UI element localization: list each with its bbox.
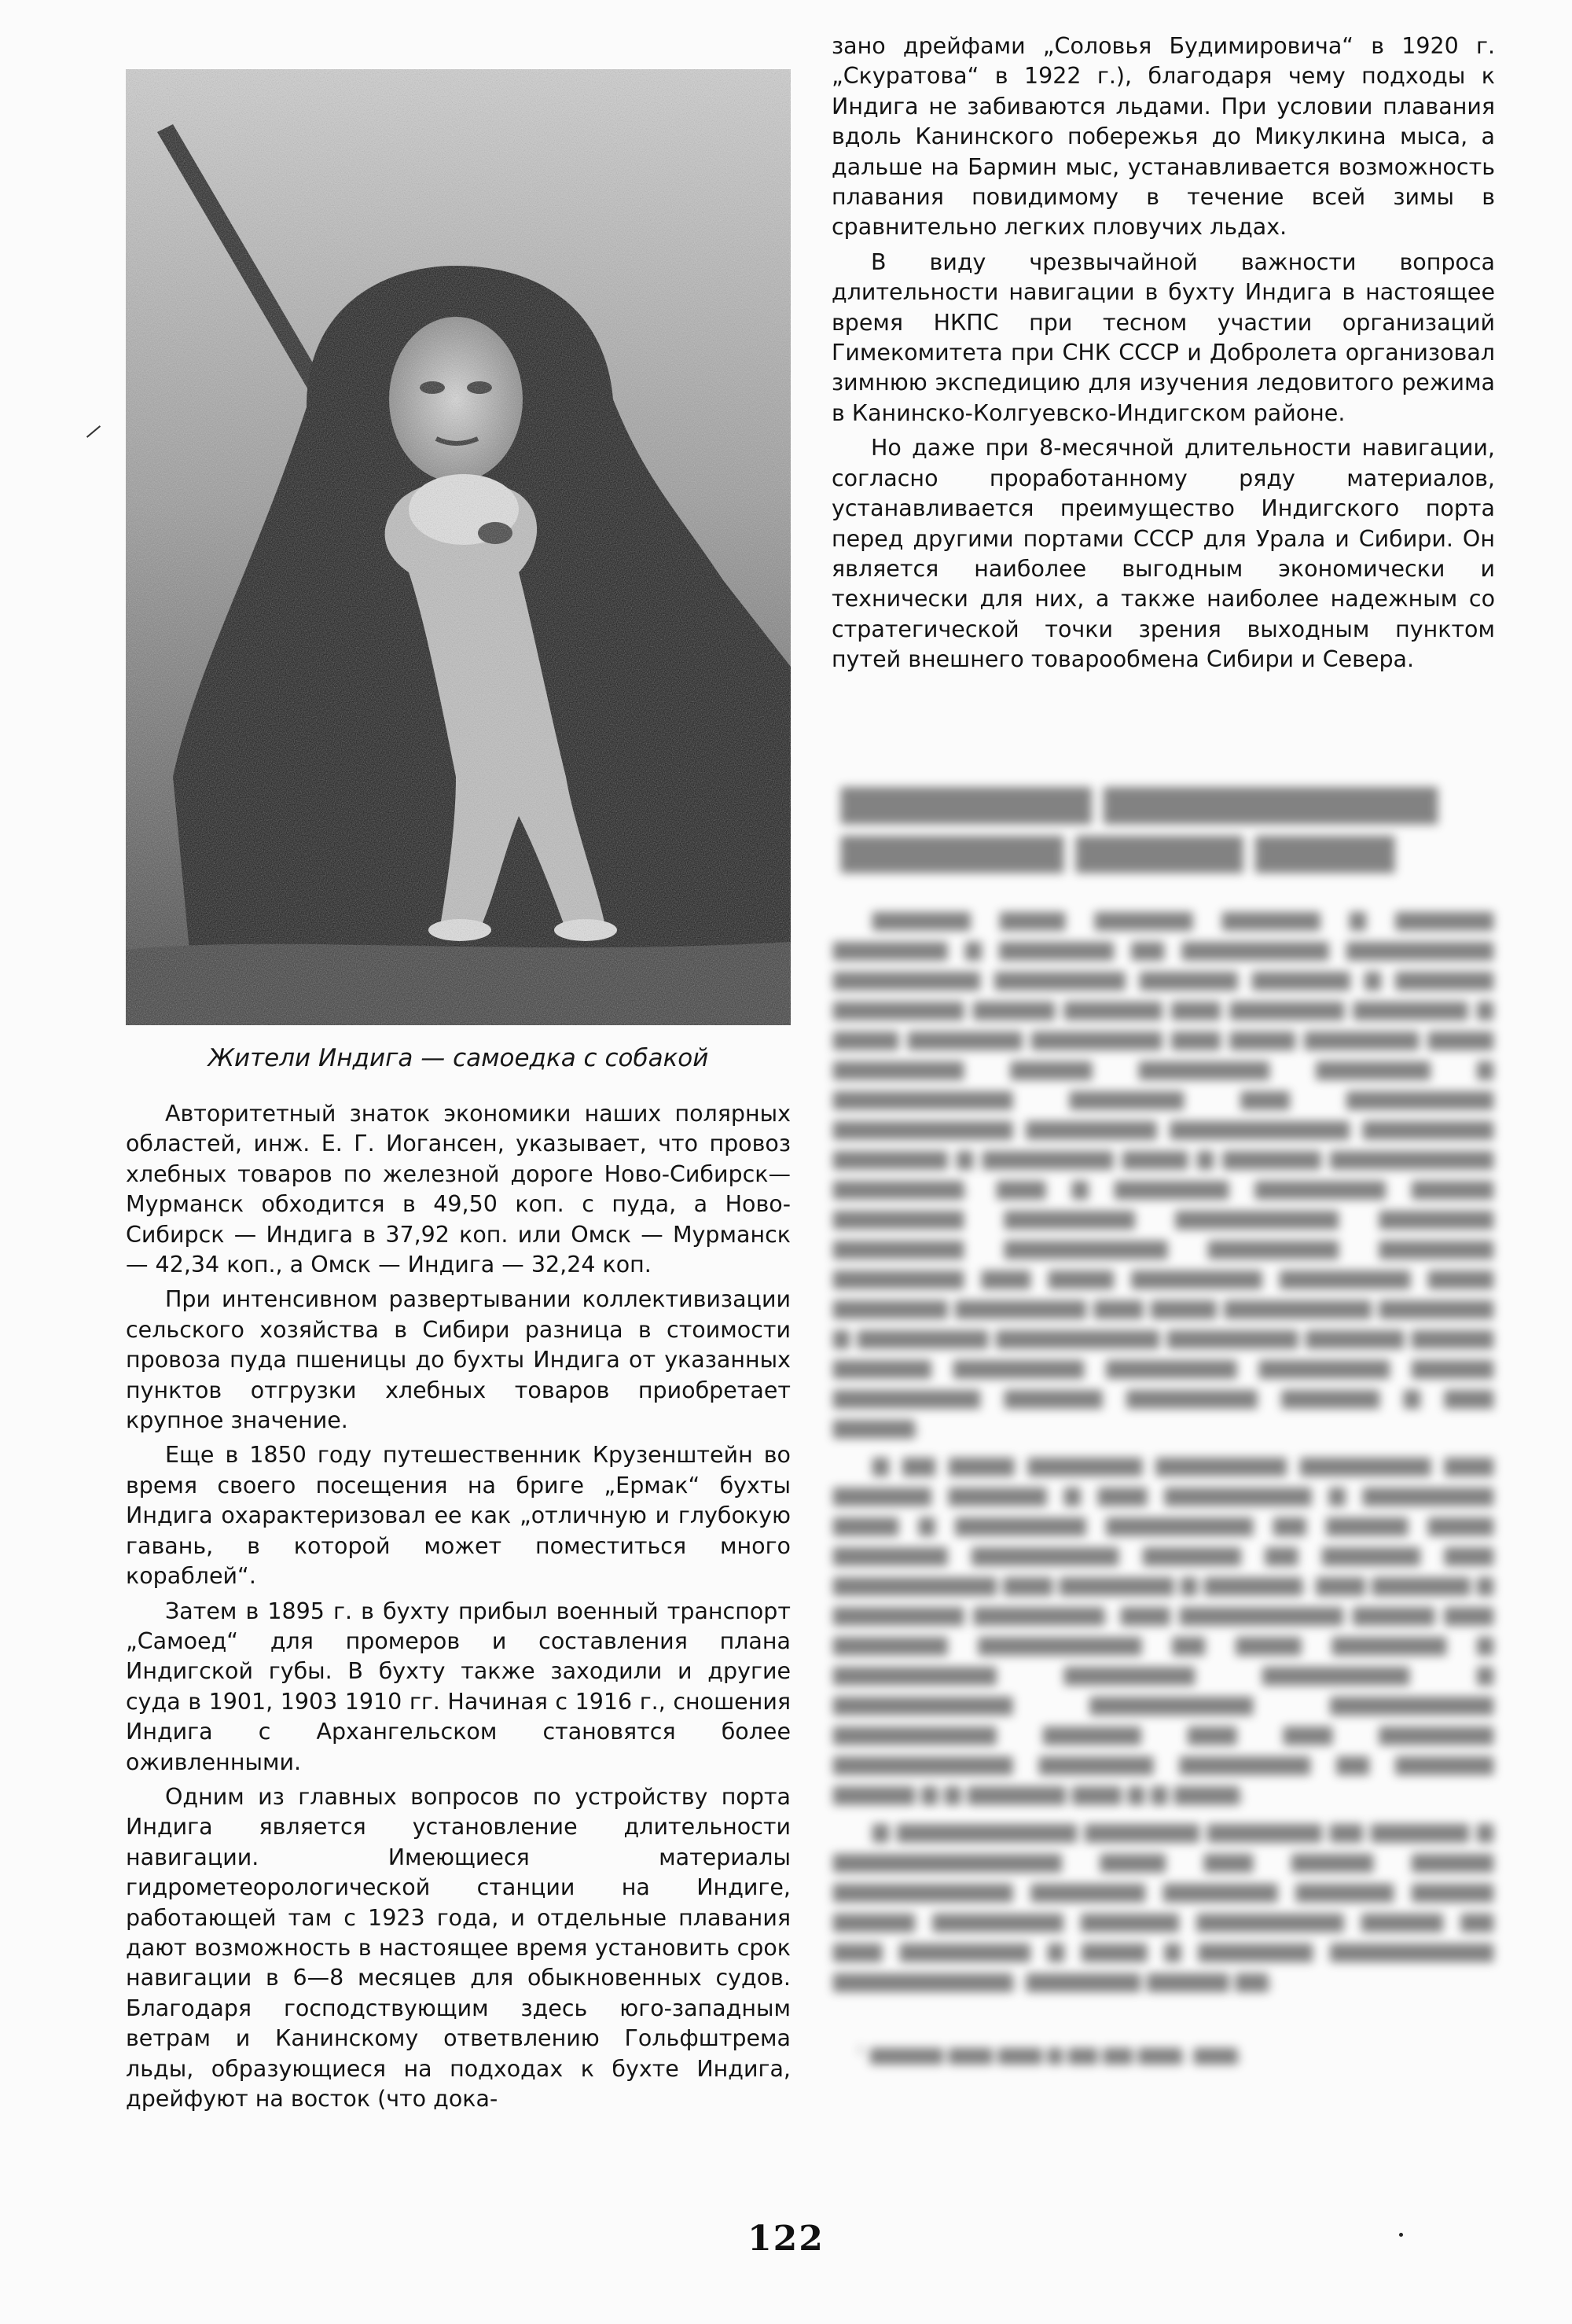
left-column <box>126 1099 791 2119</box>
paragraph: Еще в 1850 году путешественник Крузенштейн во время своего посещения на бриге „Ермак“ бухты Индига охарактеризовал ее как „отличную и глубокую гавань, в которой может поместиться много кораблей“. <box>126 1442 791 1590</box>
photo-woman-with-dog <box>126 69 791 1025</box>
paragraph: В виду чрезвычайной важности вопроса длительности навигации в бухту Индига в настоящее время НКПС при тесном участии организаций Гимекомитета при СНК СССР и Добролета организовал зимнюю экспедицию для изучения ледовитого режима в Канинско-Колгуевско-Индигском районе. <box>832 248 1495 426</box>
paragraph: Авторитетный знаток экономики наших полярных областей, инж. Е. Г. Иогансен, указывает, что провоз хлебных товаров по железной дороге Ново-Сибирск—Мурманск обходится в 49,50 коп. с пуда, а Ново-Сибирск — Индига в 37,92 коп. или Омск — Мурманск — 42,34 коп., а Омск — Индига — 32,24 коп. <box>126 1101 791 1278</box>
photo-image <box>126 69 791 1025</box>
paragraph-continued: зано дрейфами „Соловья Будимировича“ в 1920 г. „Скуратова“ в 1922 г.), благодаря чему подходы к Индига не забиваются льдами. При условии плавания вдоль Канинского побережья до Микулкина мыса, а дальше на Бармин мыс, устанавливается возможность плавания повидимому в течение всей зимы в сравнительно легких пловучих льдах. <box>832 33 1495 241</box>
paragraph: При интенсивном развертывании коллективизации сельского хозяйства в Сибири разница в стоимости провоза пуда пшеницы до бухты Индига от указанных пунктов отгрузки хлебных товаров приобретает крупное значение. <box>126 1286 791 1434</box>
page-number: 122 <box>747 2219 825 2259</box>
paragraph: Но даже при 8-месячной длительности навигации, согласно проработанному ряду материалов, устанавливается преимущество Индигского порта перед другими портами СССР для Урала и Сибири. Он является наиболее выгодным экономически и технически для них, а также наиболее надежным со стратегической точки зрения выходным пунктом путей внешнего товарообмена Сибири и Севера. <box>832 435 1495 673</box>
scan-mark <box>86 425 101 438</box>
right-column <box>832 31 1495 680</box>
paragraph: Затем в 1895 г. в бухту прибыл военный транспорт „Самоед“ для промеров и составления плана Индигской губы. В бухту также заходили и другие суда в 1901, 1903 1910 гг. Начиная с 1916 г., сношения Индига с Архангельском становятся более оживленными. <box>126 1598 791 1775</box>
photo-caption: Жители Индига — самоедка с собакой <box>208 1044 709 1072</box>
blurred-text-region: ▇▇▇▇▇▇▇▇▇ ▇▇▇▇▇▇▇▇▇▇▇▇ ▇▇▇▇▇▇▇▇ ▇▇▇▇▇▇ ▇▇▇▇▇ ▆▆▆▆▆▆ ▆▆▆▆ ▆▆▆▆▆▆ ▆▆▆▆▆▆ ▆ ▆▆▆▆▆▆ ▆▆▆▆▆▆▆ ▆ ▆▆▆▆▆▆▆ ▆▆ ▆▆▆▆▆▆▆▆▆ ▆▆▆▆▆▆▆▆▆ ▆▆▆▆▆▆▆▆▆ ▆▆▆▆▆▆▆▆ ▆▆▆▆▆▆ ▆▆▆▆▆▆ ▆ ▆▆▆▆▆▆ ▆▆▆▆▆▆▆▆ ▆▆▆▆▆ ▆▆▆▆▆▆ ▆▆▆ ▆▆▆▆▆▆▆ ▆▆▆▆▆▆▆ ▆ ▆▆▆▆ ▆▆▆▆▆▆▆ ▆▆▆▆▆▆▆▆ ▆▆▆ ▆▆▆▆ ▆▆▆▆▆▆▆ ▆▆▆▆ ▆▆▆▆▆▆▆▆ ▆▆▆▆▆ ▆▆▆▆▆▆▆▆ ▆▆▆▆▆▆▆ ▆ ▆▆▆▆▆▆▆▆▆▆▆ ▆▆▆▆▆▆▆ ▆▆▆ ▆▆▆▆▆▆▆▆▆ ▆▆▆▆▆▆▆▆▆▆▆ ▆▆▆▆▆▆▆▆ ▆▆▆▆▆▆▆▆▆▆▆ ▆▆▆▆▆▆▆▆ ▆▆▆▆▆▆▆ ▆ ▆▆▆▆▆▆▆▆ ▆▆▆▆ ▆ ▆▆▆▆▆▆ ▆▆▆▆▆▆▆▆▆▆ ▆▆▆▆▆▆▆▆. ▆▆▆ ▆ ▆▆▆▆▆▆▆ ▆▆▆▆▆▆▆▆ ▆▆▆▆▆ ▆▆▆▆▆▆▆▆ ▆▆▆▆▆▆▆▆ ▆▆▆▆▆▆▆▆▆▆ ▆▆▆▆▆▆▆ ▆▆▆▆▆▆▆▆ ▆▆▆▆▆▆▆▆▆▆ ▆▆▆▆▆▆▆▆ ▆▆▆▆▆▆▆ ▆▆▆▆▆▆▆▆ ▆▆▆ ▆▆▆▆ ▆▆▆▆▆▆▆▆ ▆▆▆▆▆▆▆▆ ▆▆▆▆ ▆▆▆▆▆▆▆ ▆▆▆▆▆▆▆▆ ▆▆▆ ▆▆▆▆ ▆▆▆▆▆▆▆▆▆ ▆▆▆▆▆▆▆ ▆ ▆▆▆▆▆▆▆▆ ▆▆▆▆▆▆▆▆▆▆ ▆▆▆▆▆▆▆▆ ▆▆▆▆▆▆ ▆▆▆▆▆ ▆▆▆▆▆▆ ▆▆▆▆▆▆▆▆ ▆▆▆▆▆▆▆▆ ▆▆▆▆▆▆▆▆ ▆▆▆▆▆ ▆▆▆▆▆▆▆▆▆ ▆▆▆▆▆▆ ▆▆▆▆▆▆▆▆ ▆▆▆▆▆▆ ▆ ▆▆▆ ▆▆▆▆▆. ▆ ▆▆ ▆▆▆▆ ▆▆▆▆▆▆▆ ▆▆▆▆▆▆▆▆ ▆▆▆▆▆▆▆▆ ▆▆▆ ▆▆▆▆▆▆ ▆▆▆▆▆▆ ▆ ▆▆▆ ▆▆▆▆▆▆▆▆▆ ▆ ▆▆▆▆▆▆▆▆ ▆▆▆▆ ▆ ▆▆▆▆▆▆▆▆ ▆▆▆▆▆▆▆▆▆ ▆▆ ▆▆▆▆▆ ▆▆▆▆ ▆▆▆▆▆▆▆ ▆▆▆▆▆▆▆▆▆ ▆▆▆▆▆▆ ▆▆ ▆▆▆▆▆▆ ▆▆▆ ▆▆▆▆▆▆▆▆▆▆ ▆▆▆ ▆▆▆▆▆▆▆ ▆ ▆▆▆▆▆▆. ▆▆▆ ▆▆▆▆▆▆ ▆ ▆▆▆▆▆▆▆▆ ▆▆▆▆▆▆▆▆. ▆▆▆ ▆▆▆▆▆▆▆▆▆▆ ▆▆▆▆▆ ▆▆▆ ▆▆▆▆▆▆▆ ▆▆▆▆▆▆▆▆▆▆ ▆▆ ▆▆▆▆ ▆▆▆▆▆▆▆ ▆ ▆▆▆▆▆▆▆▆▆▆ ▆▆▆▆▆▆▆▆ ▆▆▆▆▆▆▆▆▆ ▆ ▆▆▆▆▆▆▆▆▆▆▆ ▆▆▆▆▆▆▆▆▆▆ ▆▆▆▆▆▆▆▆▆▆ ▆▆▆▆▆▆▆▆▆▆ ▆▆▆▆▆▆ ▆▆▆ ▆▆▆ ▆▆▆▆▆▆▆ ▆▆▆▆▆▆▆▆▆▆▆ ▆▆▆▆▆▆▆ ▆▆▆▆▆▆▆▆ ▆▆ ▆▆▆▆▆▆ ▆▆▆▆▆ ▆ ▆ ▆▆▆▆▆▆ ▆▆▆ ▆ ▆ ▆▆▆▆. ▆ ▆▆▆▆▆▆▆▆▆▆▆ ▆▆▆▆▆▆▆ ▆▆▆▆▆▆▆ ▆▆ ▆▆▆▆▆▆ ▆ ▆▆▆▆▆▆▆▆▆▆▆▆▆▆ ▆▆▆▆ ▆▆▆ ▆▆▆▆▆ ▆▆▆▆▆ ▆▆▆▆▆▆▆▆▆▆▆ ▆▆▆▆▆▆▆ ▆▆▆▆▆▆▆ ▆▆▆▆▆▆ ▆▆▆▆▆ ▆▆▆▆▆ ▆▆▆▆▆▆▆▆ ▆▆▆▆▆▆ ▆▆▆▆▆▆▆▆▆ ▆▆▆▆▆ ▆▆ ▆▆▆ ▆▆▆▆▆▆▆▆ ▆ ▆▆▆▆ ▆ ▆▆▆▆▆▆▆ ▆▆▆▆▆▆▆▆▆▆ ▆▆▆▆▆▆▆▆▆▆▆. ▆▆▆▆▆▆▆ ▆▆▆▆▆ ▆▆. ¹ ▆▆▆▆▆ ▆▆▆ ▆▆▆ ▆ ▆▆ ▆▆ ▆▆▆. ▆▆▆. <box>833 781 1493 2065</box>
paragraph: Одним из главных вопросов по устройству порта Индига является установление длительности навигации. Имеющиеся материалы гидрометеорологической станции на Индиге, работающей там с 1923 года, и отдельные плавания дают возможность в настоящее время установить срок навигации в 6—8 месяцев для обыкновенных судов. Благодаря господствующим здесь юго-западным ветрам и Канинскому ответвлению Гольфштрема льды, образующиеся на подходах к бухте Индига, дрейфуют на восток (что дока- <box>126 1783 791 2112</box>
